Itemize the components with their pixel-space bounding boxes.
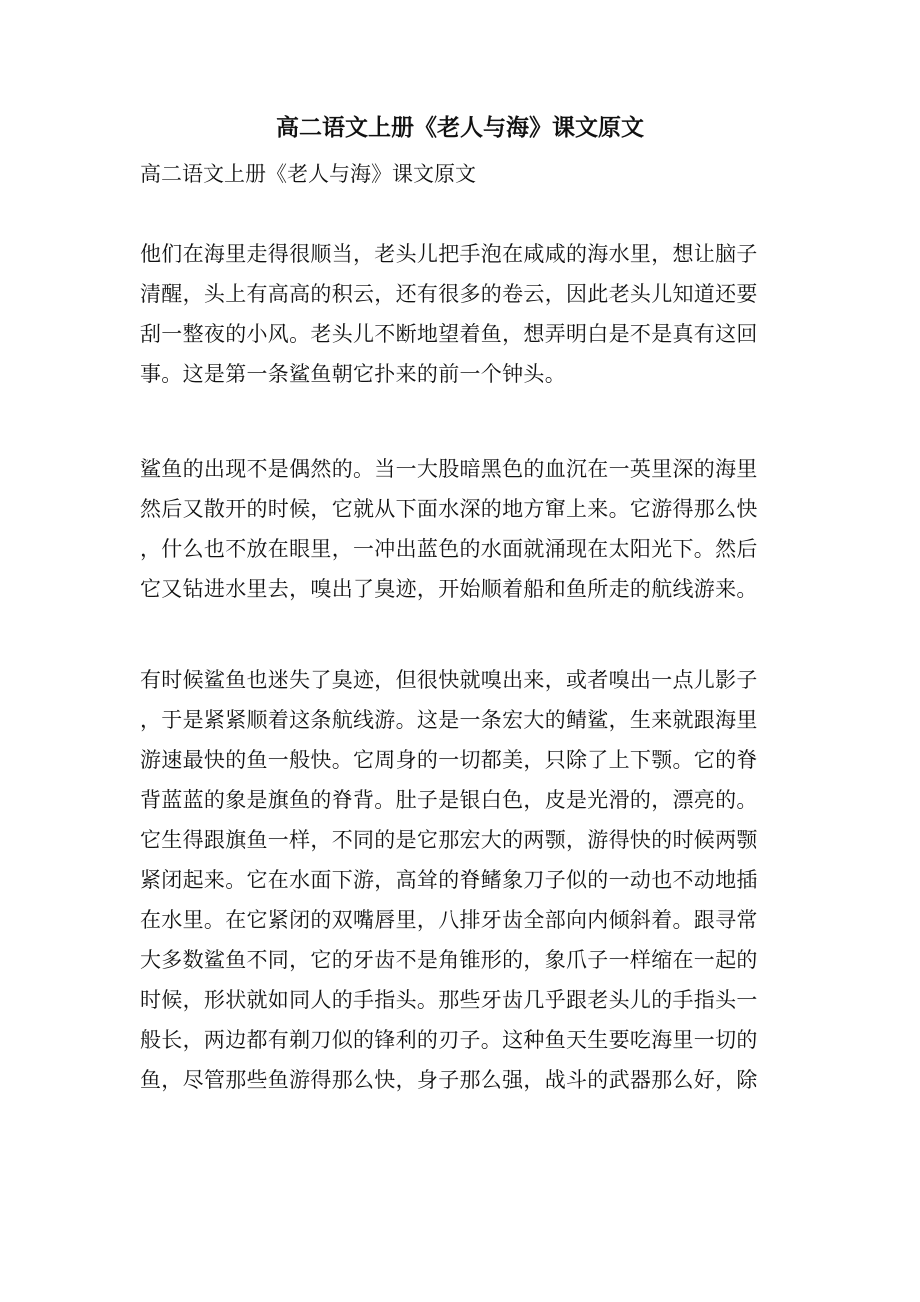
text-line: 在水里。在它紧闭的双嘴唇里，八排牙齿全部向内倾斜着。跟寻常 [140,908,758,932]
text-line: 清醒，头上有高高的积云，还有很多的卷云，因此老头儿知道还要 [140,282,758,306]
text-line: 般长，两边都有剃刀似的锋利的刃子。这种鱼天生要吃海里一切的 [140,1028,758,1052]
text-line: 游速最快的鱼一般快。它周身的一切都美，只除了上下颚。它的脊 [140,748,758,772]
text-line: 它生得跟旗鱼一样，不同的是它那宏大的两颚，游得快的时候两颚 [140,828,758,852]
text-line: 它又钻进水里去，嗅出了臭迹，开始顺着船和鱼所走的航线游来。 [140,577,758,601]
text-line: 背蓝蓝的象是旗鱼的脊背。肚子是银白色，皮是光滑的，漂亮的。 [140,788,758,812]
text-line: 时候，形状就如同人的手指头。那些牙齿几乎跟老头儿的手指头一 [140,988,758,1012]
text-line: ，什么也不放在眼里，一冲出蓝色的水面就涌现在太阳光下。然后 [140,537,758,561]
document-subtitle: 高二语文上册《老人与海》课文原文 [140,162,476,186]
document-title: 高二语文上册《老人与海》课文原文 [276,114,644,141]
text-line: 鲨鱼的出现不是偶然的。当一大股暗黑色的血沉在一英里深的海里 [140,457,758,481]
text-line: 事。这是第一条鲨鱼朝它扑来的前一个钟头。 [140,362,566,386]
text-line: 刮一整夜的小风。老头儿不断地望着鱼，想弄明白是不是真有这回 [140,322,758,346]
text-line: ，于是紧紧顺着这条航线游。这是一条宏大的鲭鲨，生来就跟海里 [140,708,758,732]
paragraph-2 [140,449,758,609]
text-line: 鱼，尽管那些鱼游得那么快，身子那么强，战斗的武器那么好，除 [140,1068,758,1092]
text-line: 紧闭起来。它在水面下游，高耸的脊鳍象刀子似的一动也不动地插 [140,868,758,892]
paragraph-3 [140,660,758,1100]
text-line: 有时候鲨鱼也迷失了臭迹，但很快就嗅出来，或者嗅出一点儿影子 [140,668,758,692]
text-line: 他们在海里走得很顺当，老头儿把手泡在咸咸的海水里，想让脑子 [140,242,758,266]
text-line: 然后又散开的时候，它就从下面水深的地方窜上来。它游得那么快 [140,497,758,521]
paragraph-1 [140,234,758,394]
text-line: 大多数鲨鱼不同，它的牙齿不是角锥形的，象爪子一样缩在一起的 [140,948,758,972]
